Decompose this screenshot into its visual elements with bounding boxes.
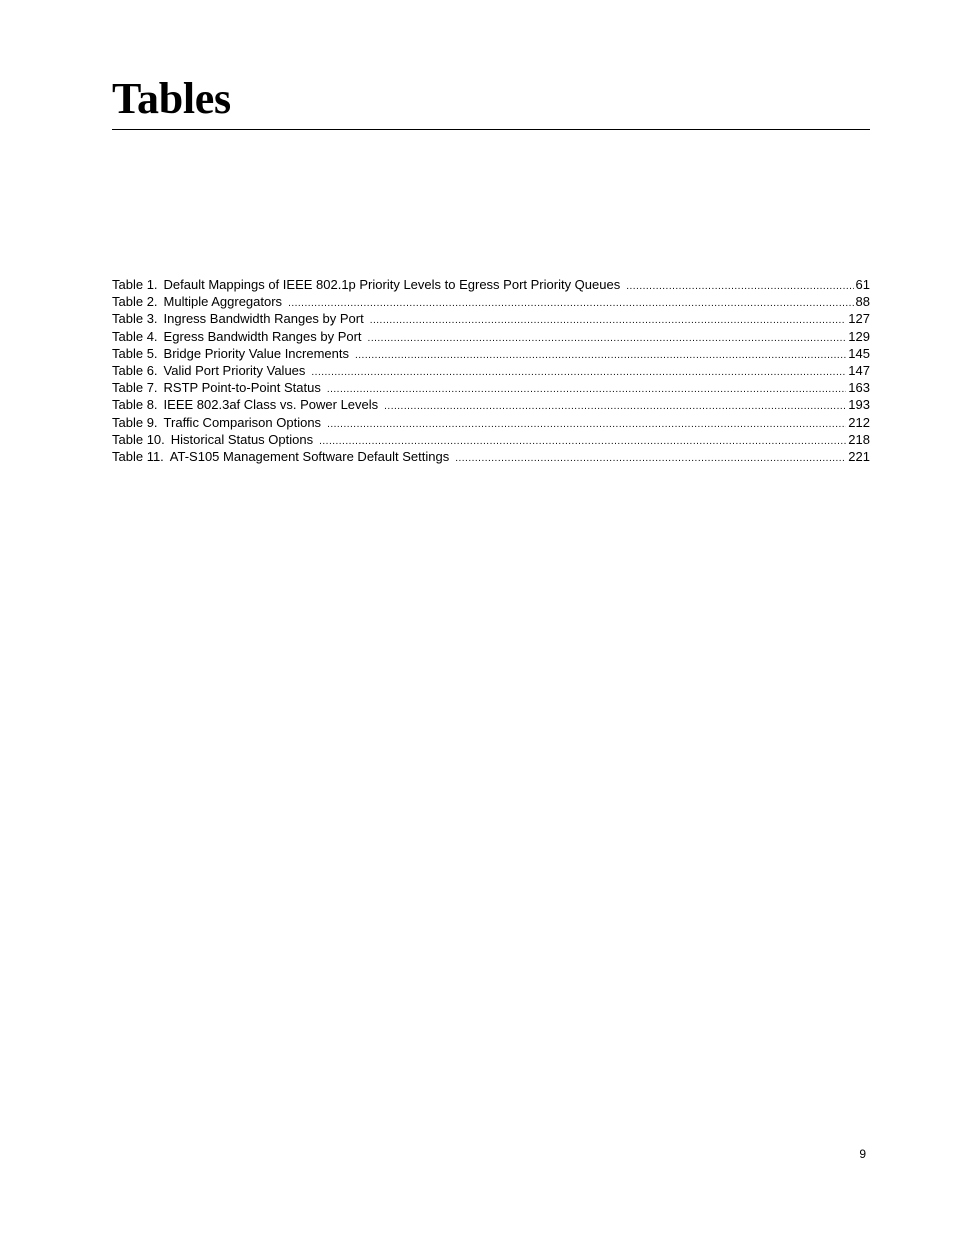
toc-entry-label (112, 431, 313, 448)
toc-entry-number: Table 11. (112, 448, 164, 464)
toc-entry-title: Historical Status Options (170, 431, 314, 447)
toc-entry-number: Table 8. (112, 397, 158, 413)
toc-entry-title: RSTP Point-to-Point Status (163, 380, 321, 396)
toc-entry-title: Valid Port Priority Values (163, 362, 306, 378)
toc-entry[interactable] (112, 362, 870, 379)
toc-entry-title: AT-S105 Management Software Default Settings (169, 448, 450, 464)
toc-entry-number: Table 1. (112, 277, 158, 292)
toc-leader-dots (455, 448, 846, 467)
toc-entry-label (112, 396, 378, 413)
toc-entry-page: 193 (848, 397, 870, 413)
toc-entry-page: 221 (848, 448, 870, 464)
toc-entry-label (112, 276, 620, 293)
toc-entry-page: 163 (848, 380, 870, 396)
toc-entry-number: Table 9. (112, 414, 158, 430)
toc-entry[interactable] (112, 431, 870, 448)
toc-entry-page: 145 (848, 345, 870, 361)
toc-entry-label (112, 293, 282, 310)
page-title: Tables (112, 74, 231, 123)
toc-entry[interactable] (112, 414, 870, 431)
toc-entry-title: Default Mappings of IEEE 802.1p Priority Levels to Egress Port Priority Queues (163, 277, 621, 292)
toc-entry-number: Table 3. (112, 311, 158, 327)
toc-entry-number: Table 2. (112, 294, 158, 310)
toc-entry-title: Ingress Bandwidth Ranges by Port (163, 311, 364, 327)
list-of-tables (112, 276, 870, 465)
toc-entry-title: IEEE 802.3af Class vs. Power Levels (163, 397, 379, 413)
toc-entry-label (112, 414, 321, 431)
toc-entry-number: Table 6. (112, 362, 158, 378)
toc-entry[interactable] (112, 328, 870, 345)
toc-entry-page: 88 (855, 294, 870, 310)
toc-entry[interactable] (112, 379, 870, 396)
toc-entry-title: Bridge Priority Value Increments (163, 345, 349, 361)
title-rule (112, 129, 870, 130)
toc-entry-number: Table 4. (112, 328, 158, 344)
toc-entry-label (112, 310, 364, 327)
toc-entry-page: 147 (848, 362, 870, 378)
page-number: 9 (859, 1147, 866, 1161)
toc-entry[interactable] (112, 293, 870, 310)
toc-entry-number: Table 5. (112, 345, 158, 361)
toc-entry[interactable] (112, 276, 870, 293)
toc-entry[interactable] (112, 396, 870, 413)
toc-entry-title: Egress Bandwidth Ranges by Port (163, 328, 362, 344)
toc-entry-label (112, 362, 305, 379)
toc-entry-number: Table 10. (112, 431, 165, 447)
toc-entry[interactable] (112, 345, 870, 362)
toc-entry[interactable] (112, 448, 870, 465)
toc-entry-page: 61 (855, 277, 870, 292)
toc-entry-page: 218 (848, 431, 870, 447)
toc-entry-page: 127 (848, 311, 870, 327)
toc-entry-page: 212 (848, 414, 870, 430)
toc-entry-page: 129 (848, 328, 870, 344)
toc-entry-number: Table 7. (112, 380, 158, 396)
toc-entry-title: Traffic Comparison Options (163, 414, 322, 430)
toc-entry-label (112, 448, 449, 465)
toc-entry[interactable] (112, 310, 870, 327)
toc-entry-label (112, 345, 349, 362)
toc-entry-label (112, 328, 362, 345)
toc-entry-title: Multiple Aggregators (163, 294, 283, 310)
toc-entry-label (112, 379, 321, 396)
